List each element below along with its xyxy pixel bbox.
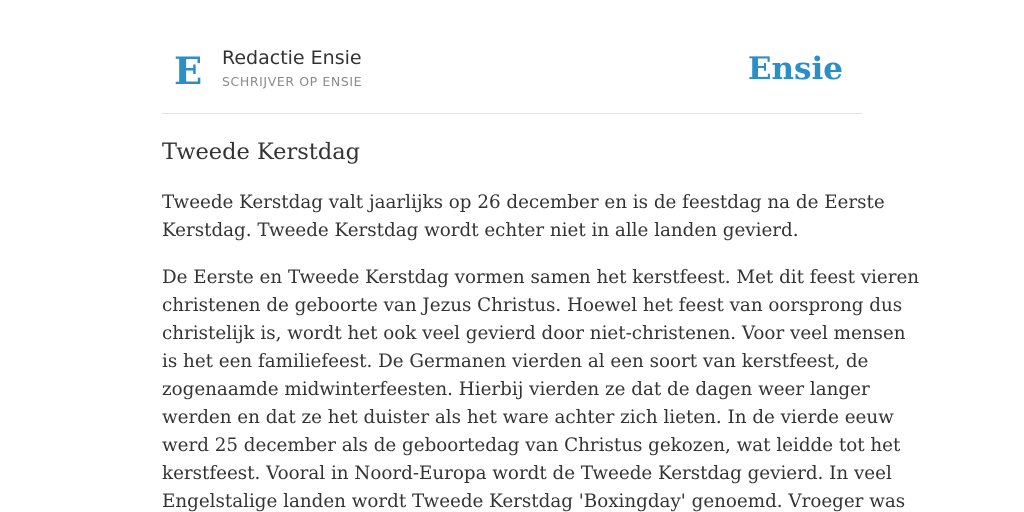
author-avatar[interactable]: E <box>174 49 203 93</box>
content-container <box>162 0 920 512</box>
paragraph-line: Kerstdag. Tweede Kerstdag wordt echter niet in alle landen gevierd. <box>162 220 799 241</box>
paragraph-line: Engelstalige landen wordt Tweede Kerstdag 'Boxingday' genoemd. Vroeger was <box>162 491 906 512</box>
paragraph-line: De Eerste en Tweede Kerstdag vormen samen het kerstfeest. Met dit feest vieren <box>162 267 920 288</box>
paragraph-line: christelijk is, wordt het ook veel gevierd door niet-christenen. Voor veel mensen <box>162 323 906 344</box>
paragraph-line: kerstfeest. Vooral in Noord-Europa wordt de Tweede Kerstdag gevierd. In veel <box>162 463 892 484</box>
article-paragraph <box>162 264 920 512</box>
article-body <box>162 189 920 512</box>
paragraph-line: is het een familiefeest. De Germanen vierden al een soort van kerstfeest, de <box>162 351 869 372</box>
paragraph-line: Tweede Kerstdag valt jaarlijks op 26 december en is de feestdag na de Eerste <box>162 192 885 213</box>
article-paragraph <box>162 189 885 245</box>
author-role: SCHRIJVER OP ENSIE <box>222 74 363 89</box>
paragraph-line: zogenaamde midwinterfeesten. Hierbij vierden ze dat de dagen weer langer <box>162 379 870 400</box>
brand-logo[interactable]: Ensie <box>747 51 843 87</box>
author-header <box>162 0 862 114</box>
paragraph-line: werd 25 december als de geboortedag van Christus gekozen, wat leidde tot het <box>162 435 901 456</box>
author-name[interactable]: Redactie Ensie <box>222 47 362 69</box>
paragraph-line: christenen de geboorte van Jezus Christus. Hoewel het feest van oorsprong dus <box>162 295 903 316</box>
article-title: Tweede Kerstdag <box>162 139 361 165</box>
paragraph-line: werden en dat ze het duister als het ware achter zich lieten. In de vierde eeuw <box>162 407 894 428</box>
